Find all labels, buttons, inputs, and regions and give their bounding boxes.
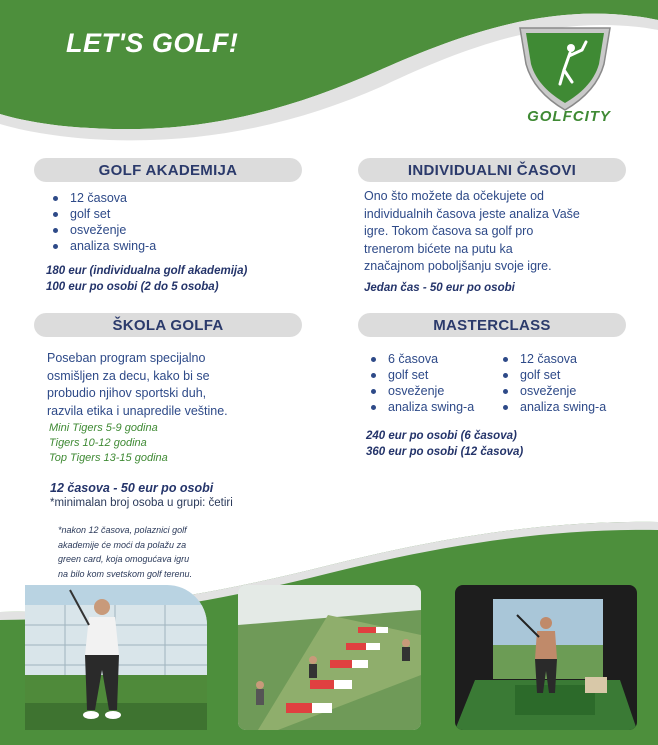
text-line: igre. Tokom časova sa golf pro	[364, 224, 534, 238]
driving-range-photo	[238, 585, 421, 730]
logo-text: GOLFCITY	[527, 108, 611, 125]
text-line: osmišljen za decu, kako bi se	[47, 368, 210, 383]
page-title: LET'S GOLF!	[66, 28, 239, 58]
masterclass-prices	[366, 429, 523, 460]
list-item: 6 časova	[368, 351, 474, 367]
text-line: individualnih časova jeste analiza Vaše	[364, 206, 580, 221]
price-line: 360 eur po osobi (12 časova)	[366, 445, 524, 458]
masterclass-list-6	[368, 351, 474, 415]
price-line: 180 eur (individualna golf akademija)	[46, 265, 248, 277]
simulator-photo	[455, 585, 637, 730]
list-item: golf set	[500, 367, 606, 383]
note-line: green card, koja omogućava igru	[58, 554, 190, 564]
list-item: golf set	[50, 206, 156, 222]
driving-range-image	[238, 585, 421, 730]
golf-akademija-heading: GOLF AKADEMIJA	[34, 158, 302, 182]
note-line: akademije će moći da polažu za	[58, 539, 187, 550]
golfer-photo	[25, 585, 207, 730]
note-line: na bilo kom svetskom golf terenu.	[58, 568, 193, 579]
skola-heading: ŠKOLA GOLFA	[34, 313, 302, 337]
list-item: analiza swing-a	[50, 238, 156, 254]
golfer-image	[25, 585, 207, 730]
note-line: *nakon 12 časova, polaznici golf	[58, 525, 187, 535]
skola-text	[47, 350, 228, 420]
list-item: analiza swing-a	[368, 399, 474, 415]
text-line: Ono što možete da očekujete od	[364, 189, 544, 203]
text-line: značajnom poboljšanju svoje igre.	[364, 259, 552, 273]
individualni-price: Jedan čas - 50 eur po osobi	[364, 282, 515, 294]
list-item: golf set	[368, 367, 474, 383]
text-line: razvila etika i unapredile veštine.	[47, 403, 228, 418]
individualni-heading: INDIVIDUALNI ČASOVI	[358, 158, 626, 182]
masterclass-list-12	[500, 351, 606, 415]
list-item: analiza swing-a	[500, 399, 606, 415]
list-item: osveženje	[50, 222, 156, 238]
skola-price: 12 časova - 50 eur po osobi	[50, 481, 214, 495]
skola-note	[58, 523, 192, 581]
golf-akademija-list	[50, 190, 156, 254]
text-line: trenerom bićete na putu ka	[364, 241, 513, 256]
text-line: probudio njihov sportski duh,	[47, 386, 207, 400]
individualni-text	[364, 188, 580, 276]
tigers-list	[49, 421, 168, 466]
tiger-group: Mini Tigers 5-9 godina	[49, 422, 158, 434]
list-item: osveženje	[500, 383, 606, 399]
price-line: 100 eur po osobi (2 do 5 osoba)	[46, 280, 219, 293]
price-line: 240 eur po osobi (6 časova)	[366, 430, 517, 442]
golfcity-logo	[490, 20, 640, 128]
list-item: osveženje	[368, 383, 474, 399]
simulator-image	[455, 585, 637, 730]
text-line: Poseban program specijalno	[47, 351, 206, 365]
golf-akademija-prices	[46, 264, 247, 295]
tiger-group: Top Tigers 13-15 godina	[49, 452, 168, 464]
list-item: 12 časova	[50, 190, 156, 206]
skola-minimum: *minimalan broj osoba u grupi: četiri	[50, 497, 233, 509]
list-item: 12 časova	[500, 351, 606, 367]
masterclass-heading: MASTERCLASS	[358, 313, 626, 337]
tiger-group: Tigers 10-12 godina	[49, 437, 147, 449]
